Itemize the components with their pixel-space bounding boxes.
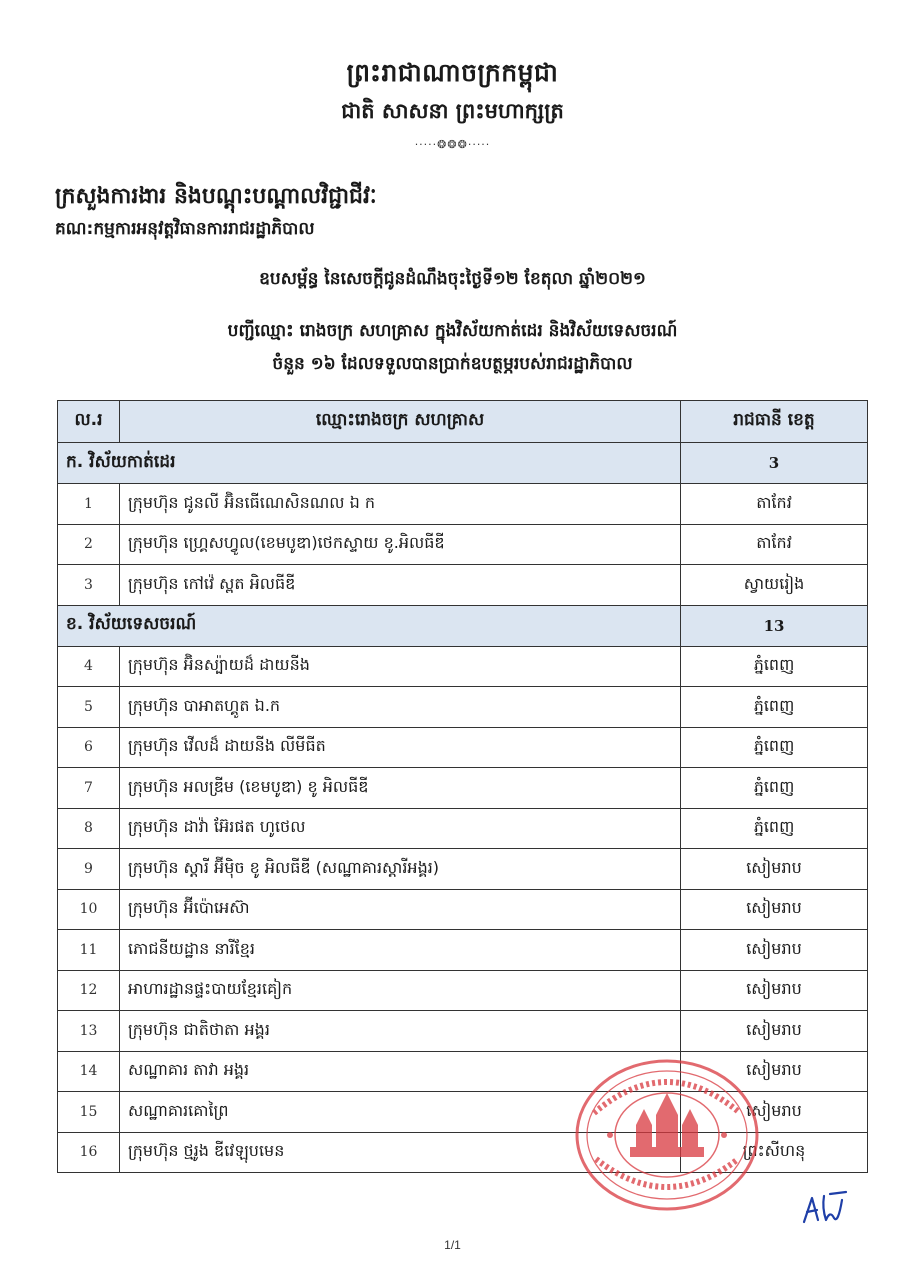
table-row	[58, 808, 868, 849]
enterprise-name: ក្រុមហ៊ុន វើលដ៏ ដាយនីង លីមីធីត	[120, 727, 681, 768]
table-row	[58, 768, 868, 809]
enterprise-name: ក្រុមហ៊ុន ជាតិថាតា អង្គរ	[120, 1011, 681, 1052]
table-row	[58, 687, 868, 728]
row-number: 13	[58, 1011, 120, 1052]
enterprise-name: ក្រុមហ៊ុន ជូនលី អ៊ិនធើណេសិនណល ឯ ក	[120, 484, 681, 525]
table-row	[58, 484, 868, 525]
table-row	[58, 524, 868, 565]
header-province: រាជធានី ខេត្ត	[681, 401, 868, 443]
ministry-name: ក្រសួងការងារ និងបណ្តុះបណ្តាលវិជ្ជាជីវៈ	[55, 184, 377, 209]
enterprise-name: ក្រុមហ៊ុន កៅវ៉េ ស្ពត អិលធីឌី	[120, 565, 681, 606]
province-name: សៀមរាប	[681, 849, 868, 890]
row-number: 7	[58, 768, 120, 809]
province-name: ព្រះសីហនុ	[681, 1132, 868, 1173]
table-row	[58, 1051, 868, 1092]
enterprise-name: ក្រុមហ៊ុន អ៊ីប៉ោអេស៊ា	[120, 889, 681, 930]
ornament-divider: ·····❂❂❂·····	[414, 138, 491, 151]
row-number: 11	[58, 930, 120, 971]
enterprise-name: ក្រុមហ៊ុន ថ្មរូង ឌីវេឡុបមេន	[120, 1132, 681, 1173]
province-name: តាកែវ	[681, 484, 868, 525]
province-name: សៀមរាប	[681, 1011, 868, 1052]
table-row	[58, 646, 868, 687]
row-number: 15	[58, 1092, 120, 1133]
table-header-row	[58, 401, 868, 443]
row-number: 12	[58, 970, 120, 1011]
enterprise-name: ក្រុមហ៊ុន ដាវ៉ា អ៊ែរផត ហូថេល	[120, 808, 681, 849]
enterprise-name: ក្រុមហ៊ុន ហ្គ្រេសហ្វូល(ខេមបូឌា)ថេកស្ទាយ ខូ.អិលធីឌី	[120, 524, 681, 565]
header-number: ល.រ	[58, 401, 120, 443]
row-number: 16	[58, 1132, 120, 1173]
enterprise-name: ក្រុមហ៊ុន ស្តារី អ៊ីម៉ិច ខូ អិលធីឌី (សណ្ឋាគារស្តារីអង្គរ)	[120, 849, 681, 890]
annex-title: ឧបសម្ព័ន្ធ នៃសេចក្តីជូនដំណឹងចុះថ្ងៃទី១២ ខែតុលា ឆ្នាំ២០២១	[259, 269, 646, 289]
row-number: 6	[58, 727, 120, 768]
page-number: 1/1	[444, 1238, 461, 1252]
enterprise-name: សណ្ឋាគារ តាវា អង្គរ	[120, 1051, 681, 1092]
province-name: ភ្នំពេញ	[681, 768, 868, 809]
list-title-line-1: បញ្ជីឈ្មោះ រោងចក្រ សហគ្រាស ក្នុងវិស័យកាត់ដេរ និងវិស័យទេសចរណ៍	[227, 321, 678, 341]
enterprise-name: ក្រុមហ៊ុន អលឌ្រីម (ខេមបូឌា) ខូ អិលធីឌី	[120, 768, 681, 809]
committee-name: គណ:កម្មការអនុវត្តវិធានការរាជរដ្ឋាភិបាល	[55, 219, 315, 239]
section-label: ក. វិស័យកាត់ដេរ	[58, 443, 681, 484]
section-count: 13	[681, 605, 868, 646]
list-title-line-2: ចំនួន ១៦ ដែលទទួលបានប្រាក់ឧបត្ថម្ភរបស់រាជរដ្ឋាភិបាល	[272, 354, 633, 374]
province-name: សៀមរាប	[681, 970, 868, 1011]
table-row	[58, 889, 868, 930]
table-row	[58, 727, 868, 768]
enterprise-name: ក្រុមហ៊ុន បាអាតហ្គូត ឯ.ក	[120, 687, 681, 728]
province-name: សៀមរាប	[681, 930, 868, 971]
section-count: 3	[681, 443, 868, 484]
table-row	[58, 849, 868, 890]
table-row	[58, 930, 868, 971]
section-row-garment	[58, 443, 868, 484]
table-row	[58, 565, 868, 606]
header-enterprise-name: ឈ្មោះរោងចក្រ សហគ្រាស	[120, 401, 681, 443]
province-name: ភ្នំពេញ	[681, 808, 868, 849]
section-row-tourism	[58, 605, 868, 646]
province-name: តាកែវ	[681, 524, 868, 565]
province-name: ភ្នំពេញ	[681, 727, 868, 768]
province-name: សៀមរាប	[681, 889, 868, 930]
national-motto: ជាតិ សាសនា ព្រះមហាក្សត្រ	[341, 99, 564, 123]
row-number: 9	[58, 849, 120, 890]
province-name: ស្វាយរៀង	[681, 565, 868, 606]
enterprise-name: ក្រុមហ៊ុន អ៊ិនស្ប៉ាយដ៏ ដាយនីង	[120, 646, 681, 687]
row-number: 14	[58, 1051, 120, 1092]
enterprise-name: អាហារដ្ឋានផ្ទះបាយខ្មែរគៀក	[120, 970, 681, 1011]
row-number: 4	[58, 646, 120, 687]
enterprise-table	[57, 400, 868, 1173]
kingdom-heading: ព្រះរាជាណាចក្រកម្ពុជា	[346, 58, 559, 87]
enterprise-name: ភោជនីយដ្ឋាន នារីខ្មែរ	[120, 930, 681, 971]
table-row	[58, 1092, 868, 1133]
province-name: សៀមរាប	[681, 1092, 868, 1133]
table-row	[58, 1132, 868, 1173]
province-name: ភ្នំពេញ	[681, 646, 868, 687]
row-number: 2	[58, 524, 120, 565]
section-label: ខ. វិស័យទេសចរណ៍	[58, 605, 681, 646]
row-number: 8	[58, 808, 120, 849]
row-number: 5	[58, 687, 120, 728]
table-row	[58, 970, 868, 1011]
table-row	[58, 1011, 868, 1052]
province-name: សៀមរាប	[681, 1051, 868, 1092]
enterprise-name: សណ្ឋាគារគោព្រៃ	[120, 1092, 681, 1133]
province-name: ភ្នំពេញ	[681, 687, 868, 728]
row-number: 1	[58, 484, 120, 525]
row-number: 10	[58, 889, 120, 930]
row-number: 3	[58, 565, 120, 606]
signature-icon	[800, 1188, 852, 1230]
